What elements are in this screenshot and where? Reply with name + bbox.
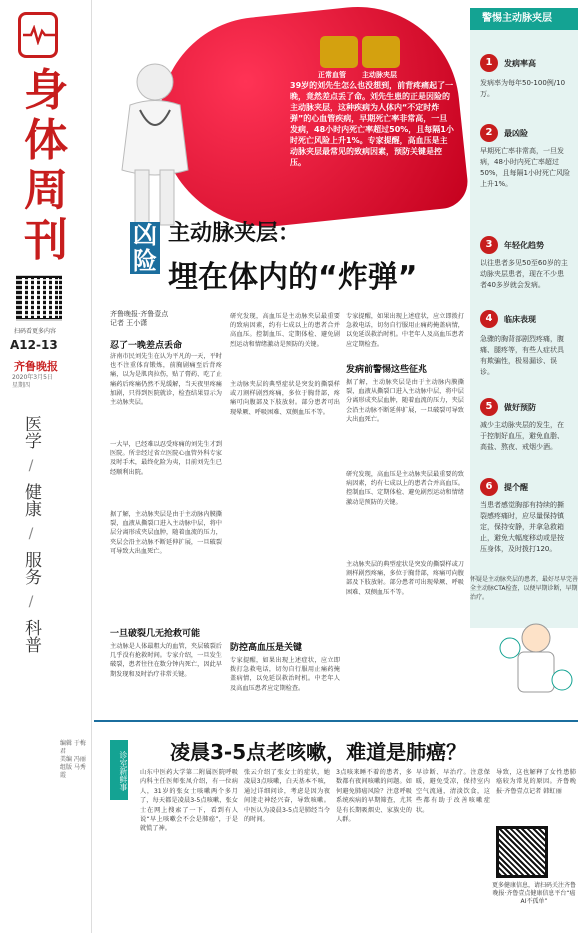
panel-item-body: 急骤的胸背部剧烈疼痛，腹痛、腿疼等，有些人症状具有欺骗性，极易漏诊、误诊。 xyxy=(480,335,564,376)
panel-item-title: 发病率高 xyxy=(504,59,536,68)
article-paragraph: 主动脉夹层的典型症状是突发的撕裂样或刀割样剧烈疼痛，多位于胸背部，疼痛可向腹部及下肢放射。部分患者可出现晕厥、呼吸困难、双侧血压不等。 xyxy=(230,381,340,416)
article2-paragraph: 导致，这也解释了女性患肺癌较为常见的原因。齐鲁晚报·齐鲁壹点记者 韩虹丽 xyxy=(496,769,576,795)
danger-tag xyxy=(130,222,160,274)
column-tag: 诊室新鲜事 xyxy=(110,740,128,800)
heart-monitor-logo-icon xyxy=(18,12,58,58)
headline-line2: 埋在体内的“炸弹” xyxy=(168,260,418,295)
editors xyxy=(60,740,90,780)
topic: 健康 xyxy=(21,483,41,517)
byline xyxy=(110,310,168,328)
article2-paragraph: 山东中医药大学第二附属医院呼吸内科主任医师张凤介绍，有一位病人，31岁的张女士咳嗽两个多月了，每天都是凌晨3-5点咳嗽，张女士在网上搜索了一下，看到有人说“早上咳嗽会不会是肺癌”，于是就慌了神。 xyxy=(140,769,238,833)
panel-item-body: 早期死亡率非常高，一旦发病，48小时内死亡率超过50%，且每隔1小时死亡风险上升1%。 xyxy=(480,147,571,188)
doctor-figure-icon xyxy=(100,60,210,230)
byline-line: 记者 王小潇 xyxy=(110,319,148,327)
panel-item-body: 当患者感觉胸部有持续的撕裂感疼痛时，应尽量保持镇定，保持安静，并拿急救箱止，避免大幅度移动或是按压身体，及时拨打120。 xyxy=(480,501,564,553)
editor-line: 美编 冯丽 xyxy=(60,756,86,763)
panel-item-body: 减少主动脉夹层的发生，在于控制好血压，避免血脂、高盐、熬夜、戒烟少酒。 xyxy=(480,421,564,451)
subheading: 防控高血压是关键 xyxy=(230,643,303,653)
normal-vessel-icon xyxy=(320,36,358,68)
dissection-vessel-icon xyxy=(362,36,400,68)
danger-tag-char: 险 xyxy=(133,247,157,275)
panel-number: 1 xyxy=(480,54,498,72)
topic: 服务 xyxy=(21,551,41,585)
editor-line: 编辑 于梅君 xyxy=(60,740,86,755)
panel-number: 6 xyxy=(480,478,498,496)
section-divider xyxy=(94,720,578,722)
panel-item-title: 年轻化趋势 xyxy=(504,241,544,250)
subheading: 发病前警惕这些征兆 xyxy=(346,365,428,375)
paper-name: 齐鲁晚报 xyxy=(14,360,58,373)
date-line: 星期四 xyxy=(12,382,31,389)
article-paragraph: 研究发现，高血压是主动脉夹层最重要的致病因素，约有七成以上的患者合并高血压。控制血压、定期体检、避免剧烈运动和情绪激动是预防的关键。 xyxy=(346,471,464,506)
article2-paragraph: 3点咳来睡不着的患者，多数都有夜间咳嗽的问题。如何避免肺癌风险？注意呼吸系统疾病的早期筛查，尤其是有长期吸烟史、家族史的人群。 xyxy=(336,769,412,824)
masthead-title: 身体周刊 xyxy=(24,65,68,266)
headline-line1: 主动脉夹层： xyxy=(168,221,301,246)
vertical-topics: 医学 / 健康 / 服务 / 科普 xyxy=(18,410,44,658)
panel-item-title: 做好预防 xyxy=(504,403,536,412)
hero-intro: 39岁的刘先生怎么也没想到，前背疼痛起了一晚，竟然差点丢了命。刘先生患的正是因险的主动脉夹层，这种疾病为人体内“不定时炸弹”的心血管疾病，早期死亡率非常高，一旦发病，48小时内死亡率超过50%，且每隔1小时死亡风险上升1%。专家提醒，高血压是主动脉夹层最常见的致病因素，预防关键是控压。 xyxy=(290,81,454,167)
article2-paragraph: 早诊断、早治疗。注意保暖，避免受凉，保持室内空气流通，清淡饮食，这些都有助于改善咳嗽症状。 xyxy=(416,769,490,814)
panel-number: 3 xyxy=(480,236,498,254)
qr-caption: 扫码看更多内容 xyxy=(14,328,57,335)
article2-paragraph: 张云介绍了张女士的症状，她凌晨3点咳嗽，白天基本不咳，通过详细问诊，考虑是因为夜间迷走神经兴奋，导致咳嗽。中医认为凌晨3-5点是肺经当令的时间。 xyxy=(244,769,330,824)
byline-line: 齐鲁晚报·齐鲁壹点 xyxy=(110,310,169,318)
danger-tag-char: 凶 xyxy=(133,221,157,249)
qr-overlay xyxy=(16,275,62,321)
panel-item-title: 临床表现 xyxy=(504,315,536,324)
subheading: 一旦破裂几无抢救可能 xyxy=(110,629,201,639)
topic: 科普 xyxy=(21,619,41,653)
editor-line: 组版 马秀霞 xyxy=(60,764,86,779)
brand-right: 主动脉夹层 xyxy=(362,71,397,79)
article-paragraph: 济南市民刘先生在认为平凡的一天，平时也不注重体育锻炼，前胸剧痛至后背疼痛，以为是肌肉拉伤，贴了膏药、吃了止痛药后疼痛仍然不见缓解，当天夜里疼痛加剧，只得到医院就诊，检查结果显示为主动脉夹层。 xyxy=(110,353,222,407)
panel-header: 警惕主动脉夹层 xyxy=(470,8,578,30)
panel-item-title: 最凶险 xyxy=(504,129,528,138)
brand-left: 正常血管 xyxy=(318,71,346,79)
qr-code-icon[interactable] xyxy=(496,826,548,878)
article-paragraph: 据了解，主动脉夹层是由于主动脉内膜撕裂，血液从撕裂口进入主动脉中层，将中层分离形成夹层血肿，随着血流的压力，夹层会沿主动脉不断延伸扩展，一旦破裂可导致大出血死亡。 xyxy=(110,511,222,555)
article-paragraph: 专家提醒，如果出现上述症状，应立即拨打急救电话，切勿自行服用止痛药掩盖病情，以免延误救治时机。中老年人及高血压患者应定期检查。 xyxy=(230,657,340,692)
panel-number: 2 xyxy=(480,124,498,142)
article-paragraph: 研究发现，高血压是主动脉夹层最重要的致病因素，约有七成以上的患者合并高血压。控制血压、定期体检、避免剧烈运动和情绪激动是预防的关键。 xyxy=(230,313,340,348)
date xyxy=(12,374,72,390)
article-paragraph: 一大早，已经难以忍受疼痛的刘先生才到医院。所幸经过省立医院心血管外科专家及时手术，最终化险为夷，目前刘先生已经顺利出院。 xyxy=(110,441,222,476)
panel-item-title: 提个醒 xyxy=(504,483,528,492)
panel-item-body: 发病率为每年50-100例/10万。 xyxy=(480,79,566,98)
doctor-cartoon-icon xyxy=(496,618,576,708)
topic: 医学 xyxy=(21,415,41,449)
page-numbers: A12-13 xyxy=(10,338,58,352)
date-line: 2020年3月5日 xyxy=(12,374,53,381)
article-paragraph: 据了解，主动脉夹层是由于主动脉内膜撕裂，血液从撕裂口进入主动脉中层，将中层分离形成夹层血肿，随着血流的压力，夹层会沿主动脉不断延伸扩展，一旦破裂可导致大出血死亡。 xyxy=(346,379,464,423)
panel-number: 4 xyxy=(480,310,498,328)
panel-item-body: 以往患者多见50至60岁的主动脉夹层患者，现在不少患者40多岁就会发病。 xyxy=(480,259,568,289)
article-paragraph: 主动脉是人体最粗大的血管，夹层破裂后几乎没有抢救时间。专家介绍，一旦发生破裂，患者往往在数分钟内死亡，因此早期发现和及时治疗非常关键。 xyxy=(110,643,222,678)
article-paragraph: 专家提醒，如果出现上述症状，应立即拨打急救电话，切勿自行服用止痛药掩盖病情，以免延误救治时机。中老年人及高血压患者应定期检查。 xyxy=(346,313,464,348)
panel-note: 怀疑是主动脉夹层的患者，最好尽早完善全主动脉CTA检查，以便早期诊断，早期治疗。 xyxy=(470,576,579,601)
subheading: 忍了一晚差点丢命 xyxy=(110,341,183,351)
article-paragraph: 主动脉夹层的典型症状是突发的撕裂样或刀割样剧烈疼痛，多位于胸背部，疼痛可向腹部及下肢放射。部分患者可出现晕厥、呼吸困难、双侧血压不等。 xyxy=(346,561,464,596)
qr-caption: 更多健康信息，请扫码关注齐鲁晚报·齐鲁壹点健康信息平台“癌AI不孤单” xyxy=(491,882,576,905)
panel-number: 5 xyxy=(480,398,498,416)
article2-title: 凌晨3-5点老咳嗽，难道是肺癌？ xyxy=(170,740,467,764)
